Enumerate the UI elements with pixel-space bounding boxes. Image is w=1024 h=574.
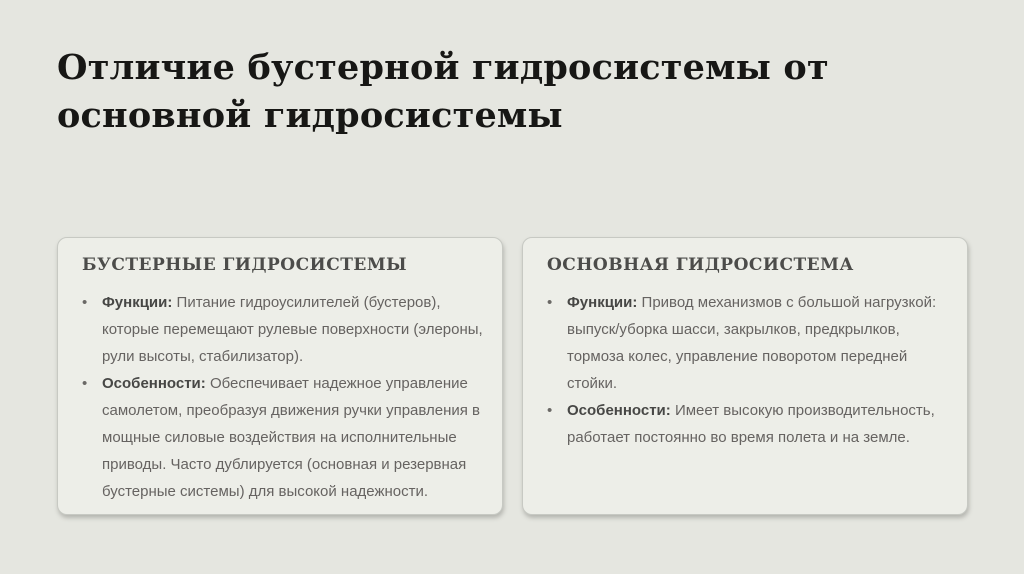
bullet-list — [547, 289, 949, 451]
bullet-label: Функции: — [102, 294, 173, 311]
bullet-icon: • — [547, 402, 553, 419]
bullet-icon: • — [82, 294, 88, 311]
bullet-body — [102, 289, 484, 370]
bullet-label: Особенности: — [567, 402, 671, 419]
bullet-text: Обеспечивает надежное управление самолетом, преобразуя движения ручки управления в мощные силовые воздействия на исполнительные приводы. Часто дублируется (основная и резервная бустерные системы) для высокой надежности. — [102, 375, 481, 500]
bullet-item — [547, 289, 949, 397]
bullet-body — [567, 397, 949, 451]
bullet-icon: • — [82, 375, 88, 392]
bullet-body — [567, 289, 949, 397]
bullet-list — [82, 289, 484, 505]
bullet-item — [82, 370, 484, 505]
bullet-item — [547, 397, 949, 451]
cards-row — [57, 237, 968, 515]
card-booster-hydrosystems — [57, 237, 503, 515]
bullet-text: Привод механизмов с большой нагрузкой: выпуск/уборка шасси, закрылков, предкрылков, тормоза колес, управление поворотом передней стойки. — [567, 294, 937, 392]
bullet-text: Питание гидроусилителей (бустеров), которые перемещают рулевые поверхности (элероны, рули высоты, стабилизатор). — [102, 294, 483, 365]
bullet-body — [102, 370, 484, 505]
card-main-hydrosystem — [522, 237, 968, 515]
bullet-label: Функции: — [567, 294, 638, 311]
bullet-item — [82, 289, 484, 370]
bullet-icon: • — [547, 294, 553, 311]
bullet-text: Имеет высокую производительность, работает постоянно во время полета и на земле. — [567, 402, 935, 446]
card-title: ОСНОВНАЯ ГИДРОСИСТЕМА — [547, 255, 854, 275]
page-title: Отличие бустерной гидросистемы от основной гидросистемы — [57, 47, 829, 136]
bullet-label: Особенности: — [102, 375, 206, 392]
card-title: БУСТЕРНЫЕ ГИДРОСИСТЕМЫ — [82, 255, 408, 275]
